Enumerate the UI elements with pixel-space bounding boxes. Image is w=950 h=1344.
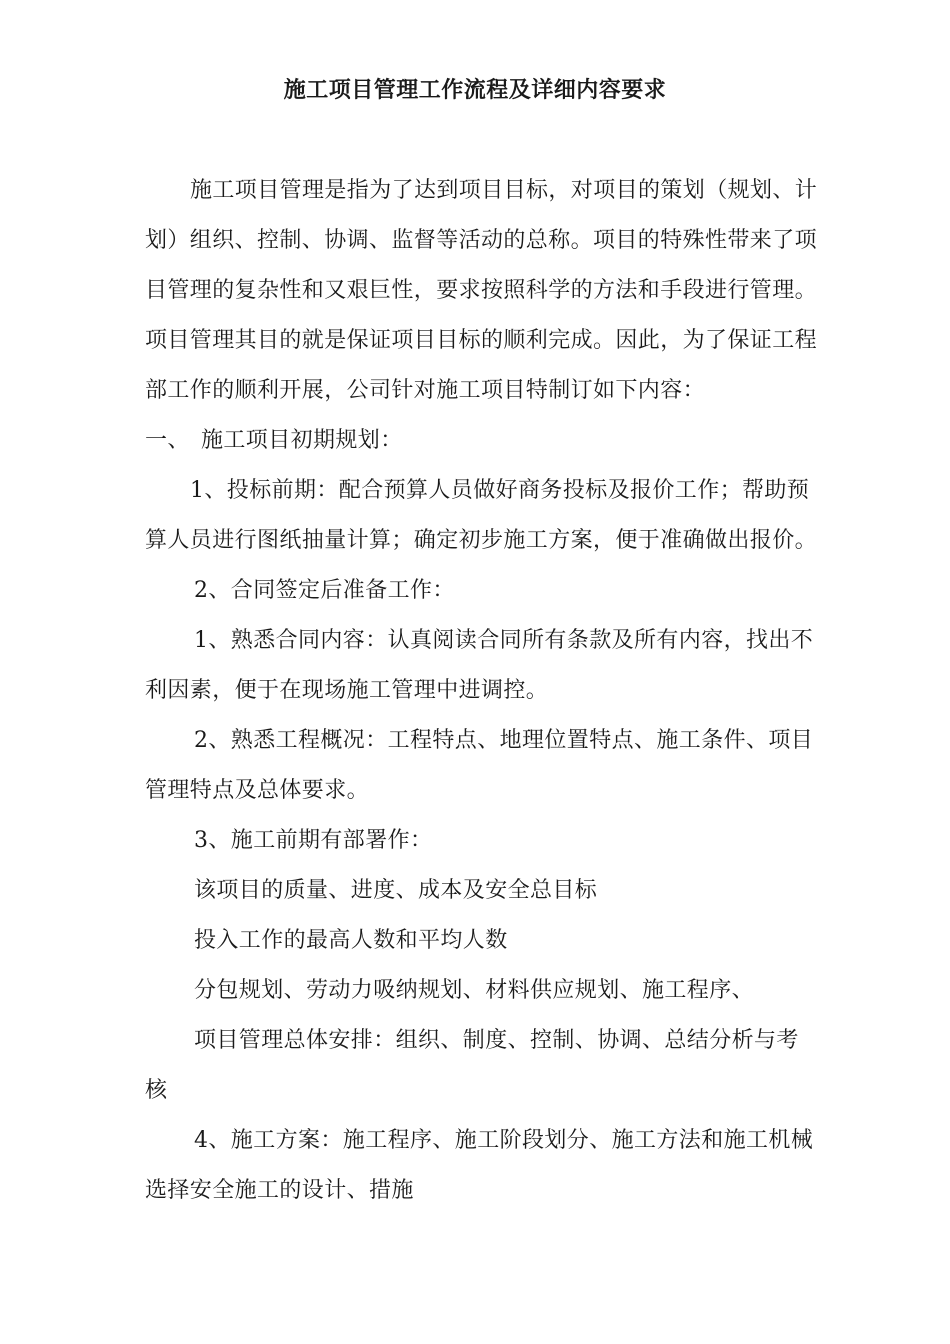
paragraph-line: 划）组织、控制、协调、监督等活动的总称。项目的特殊性带来了项 <box>145 228 818 253</box>
subheading-line: 3、施工前期有部署作： <box>194 828 433 853</box>
paragraph-line: 施工项目管理是指为了达到项目目标，对项目的策划（规划、计 <box>190 178 818 203</box>
section-number: 一、 <box>145 428 190 453</box>
paragraph-line: 1、熟悉合同内容：认真阅读合同所有条款及所有内容，找出不 <box>194 628 814 653</box>
paragraph-line: 部工作的顺利开展，公司针对施工项目特制订如下内容： <box>145 378 706 403</box>
paragraph-line: 2、熟悉工程概况：工程特点、地理位置特点、施工条件、项目 <box>194 728 814 753</box>
paragraph-line: 1、投标前期：配合预算人员做好商务投标及报价工作；帮助预 <box>190 478 810 503</box>
subheading-line: 2、合同签定后准备工作： <box>194 578 455 603</box>
paragraph-line: 利因素，便于在现场施工管理中进调控。 <box>145 678 549 703</box>
paragraph-line: 项目管理其目的就是保证项目目标的顺利完成。因此，为了保证工程 <box>145 328 818 353</box>
paragraph-line: 选择安全施工的设计、措施 <box>145 1178 414 1203</box>
list-item: 该项目的质量、进度、成本及安全总目标 <box>194 878 598 903</box>
list-item: 分包规划、劳动力吸纳规划、材料供应规划、施工程序、 <box>194 978 755 1003</box>
paragraph-line: 目管理的复杂性和又艰巨性，要求按照科学的方法和手段进行管理。 <box>145 278 818 303</box>
paragraph-line: 4、施工方案：施工程序、施工阶段划分、施工方法和施工机械 <box>194 1128 814 1153</box>
paragraph-line: 管理特点及总体要求。 <box>145 778 370 803</box>
section-heading-text: 施工项目初期规划： <box>201 428 403 453</box>
section-heading <box>145 426 403 456</box>
list-item: 投入工作的最高人数和平均人数 <box>194 928 508 953</box>
document-title: 施工项目管理工作流程及详细内容要求 <box>283 77 667 103</box>
list-item: 核 <box>145 1078 168 1103</box>
paragraph-line: 算人员进行图纸抽量计算；确定初步施工方案，便于准确做出报价。 <box>145 528 818 553</box>
list-item: 项目管理总体安排：组织、制度、控制、协调、总结分析与考 <box>194 1028 799 1053</box>
